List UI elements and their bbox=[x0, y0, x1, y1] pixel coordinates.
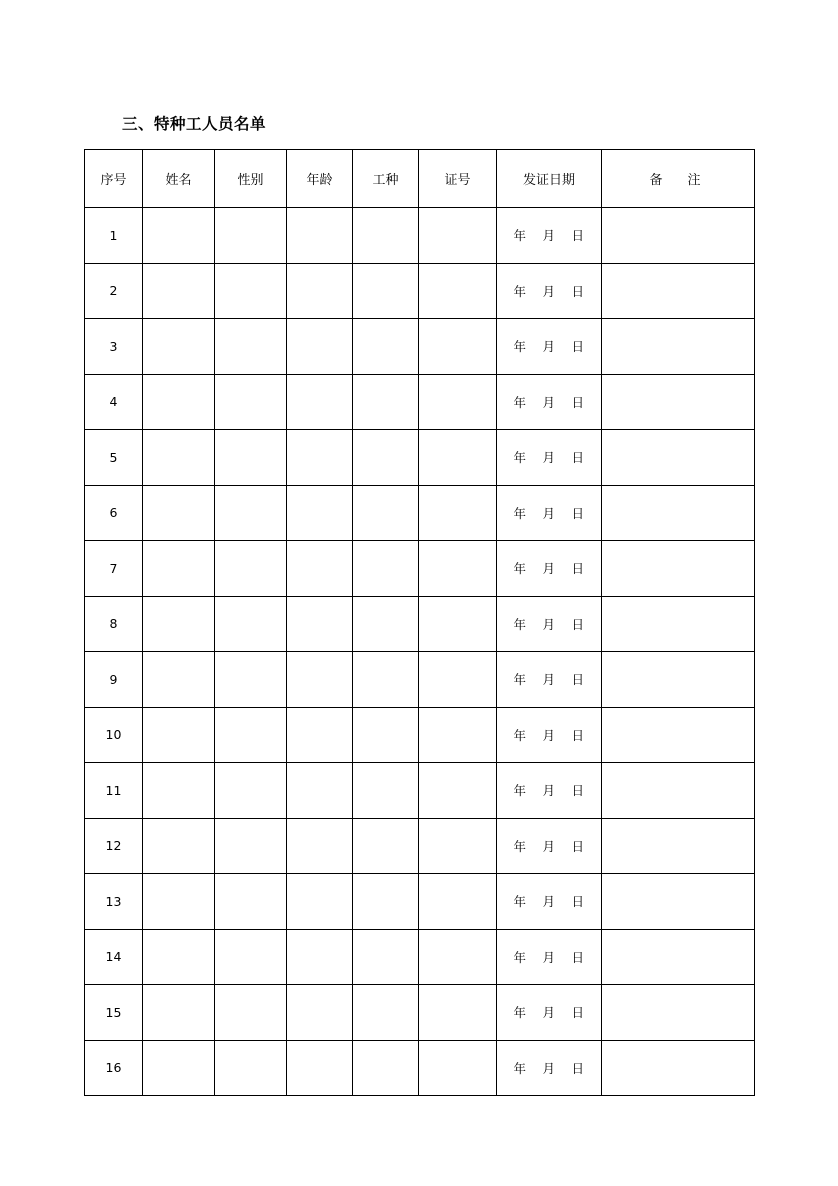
page-title: 三、特种工人员名单 bbox=[122, 115, 267, 133]
date-year-label: 年 bbox=[513, 838, 527, 854]
date-year-label: 年 bbox=[513, 616, 527, 632]
cell-issue-date[interactable] bbox=[497, 541, 602, 597]
cell-cert-no[interactable] bbox=[419, 874, 497, 930]
cell-no[interactable]: 4 bbox=[85, 374, 143, 430]
cell-note[interactable] bbox=[602, 985, 755, 1041]
date-month-label: 月 bbox=[542, 672, 556, 688]
cell-name[interactable] bbox=[143, 319, 215, 375]
date-day-label: 日 bbox=[571, 283, 585, 299]
date-day-label: 日 bbox=[571, 672, 585, 688]
date-month-label: 月 bbox=[542, 450, 556, 466]
date-day-label: 日 bbox=[571, 783, 585, 799]
special-workers-roster bbox=[84, 149, 754, 1096]
date-year-label: 年 bbox=[513, 727, 527, 743]
cell-issue-date[interactable] bbox=[497, 430, 602, 486]
cell-age[interactable] bbox=[287, 596, 353, 652]
date-month-label: 月 bbox=[542, 783, 556, 799]
date-year-label: 年 bbox=[513, 894, 527, 910]
cell-work-type[interactable] bbox=[353, 263, 419, 319]
cell-work-type[interactable] bbox=[353, 430, 419, 486]
cell-work-type[interactable] bbox=[353, 874, 419, 930]
cell-issue-date[interactable] bbox=[497, 485, 602, 541]
cell-note[interactable] bbox=[602, 208, 755, 264]
table-header bbox=[85, 150, 755, 208]
cell-no[interactable]: 15 bbox=[85, 985, 143, 1041]
date-month-label: 月 bbox=[542, 1060, 556, 1076]
cell-no[interactable]: 7 bbox=[85, 541, 143, 597]
cell-sex[interactable] bbox=[215, 319, 287, 375]
cell-sex[interactable] bbox=[215, 1040, 287, 1096]
cell-name[interactable] bbox=[143, 596, 215, 652]
date-year-label: 年 bbox=[513, 783, 527, 799]
cell-age[interactable] bbox=[287, 485, 353, 541]
table-row bbox=[85, 541, 755, 597]
cell-issue-date[interactable] bbox=[497, 374, 602, 430]
cell-age[interactable] bbox=[287, 1040, 353, 1096]
cell-work-type[interactable] bbox=[353, 208, 419, 264]
date-day-label: 日 bbox=[571, 450, 585, 466]
cell-no[interactable]: 10 bbox=[85, 707, 143, 763]
cell-sex[interactable] bbox=[215, 763, 287, 819]
cell-name[interactable] bbox=[143, 818, 215, 874]
date-month-label: 月 bbox=[542, 1005, 556, 1021]
cell-age[interactable] bbox=[287, 263, 353, 319]
cell-work-type[interactable] bbox=[353, 763, 419, 819]
cell-name[interactable] bbox=[143, 263, 215, 319]
table-row bbox=[85, 1040, 755, 1096]
cell-age[interactable] bbox=[287, 430, 353, 486]
cell-name[interactable] bbox=[143, 541, 215, 597]
date-month-label: 月 bbox=[542, 283, 556, 299]
date-year-label: 年 bbox=[513, 672, 527, 688]
date-month-label: 月 bbox=[542, 838, 556, 854]
date-day-label: 日 bbox=[571, 1060, 585, 1076]
cell-issue-date[interactable] bbox=[497, 818, 602, 874]
cell-name[interactable] bbox=[143, 374, 215, 430]
cell-note[interactable] bbox=[602, 374, 755, 430]
date-day-label: 日 bbox=[571, 228, 585, 244]
cell-no[interactable]: 9 bbox=[85, 652, 143, 708]
cell-note[interactable] bbox=[602, 874, 755, 930]
cell-issue-date[interactable] bbox=[497, 1040, 602, 1096]
cell-note[interactable] bbox=[602, 263, 755, 319]
table-row bbox=[85, 985, 755, 1041]
date-day-label: 日 bbox=[571, 505, 585, 521]
cell-work-type[interactable] bbox=[353, 485, 419, 541]
cell-cert-no[interactable] bbox=[419, 818, 497, 874]
cell-note[interactable] bbox=[602, 596, 755, 652]
cell-issue-date[interactable] bbox=[497, 763, 602, 819]
cell-sex[interactable] bbox=[215, 929, 287, 985]
date-day-label: 日 bbox=[571, 339, 585, 355]
date-year-label: 年 bbox=[513, 339, 527, 355]
header-cell-age: 年龄 bbox=[287, 150, 353, 208]
cell-sex[interactable] bbox=[215, 374, 287, 430]
date-month-label: 月 bbox=[542, 894, 556, 910]
cell-name[interactable] bbox=[143, 874, 215, 930]
cell-age[interactable] bbox=[287, 985, 353, 1041]
date-year-label: 年 bbox=[513, 394, 527, 410]
date-month-label: 月 bbox=[542, 616, 556, 632]
date-month-label: 月 bbox=[542, 228, 556, 244]
table-row bbox=[85, 263, 755, 319]
table-row bbox=[85, 818, 755, 874]
cell-cert-no[interactable] bbox=[419, 374, 497, 430]
cell-age[interactable] bbox=[287, 874, 353, 930]
cell-cert-no[interactable] bbox=[419, 485, 497, 541]
cell-sex[interactable] bbox=[215, 208, 287, 264]
cell-no[interactable]: 12 bbox=[85, 818, 143, 874]
date-day-label: 日 bbox=[571, 616, 585, 632]
cell-age[interactable] bbox=[287, 319, 353, 375]
header-cell-work-type: 工种 bbox=[353, 150, 419, 208]
date-month-label: 月 bbox=[542, 394, 556, 410]
cell-sex[interactable] bbox=[215, 485, 287, 541]
table-row bbox=[85, 596, 755, 652]
cell-sex[interactable] bbox=[215, 652, 287, 708]
cell-name[interactable] bbox=[143, 208, 215, 264]
cell-no[interactable]: 1 bbox=[85, 208, 143, 264]
date-year-label: 年 bbox=[513, 450, 527, 466]
cell-sex[interactable] bbox=[215, 985, 287, 1041]
cell-age[interactable] bbox=[287, 541, 353, 597]
cell-work-type[interactable] bbox=[353, 707, 419, 763]
cell-note[interactable] bbox=[602, 763, 755, 819]
cell-cert-no[interactable] bbox=[419, 208, 497, 264]
header-cell-issue-date: 发证日期 bbox=[497, 150, 602, 208]
cell-work-type[interactable] bbox=[353, 541, 419, 597]
table-row bbox=[85, 319, 755, 375]
cell-cert-no[interactable] bbox=[419, 929, 497, 985]
table-row bbox=[85, 763, 755, 819]
date-day-label: 日 bbox=[571, 1005, 585, 1021]
cell-age[interactable] bbox=[287, 652, 353, 708]
cell-no[interactable]: 6 bbox=[85, 485, 143, 541]
cell-cert-no[interactable] bbox=[419, 1040, 497, 1096]
cell-cert-no[interactable] bbox=[419, 596, 497, 652]
cell-sex[interactable] bbox=[215, 596, 287, 652]
cell-work-type[interactable] bbox=[353, 652, 419, 708]
cell-work-type[interactable] bbox=[353, 1040, 419, 1096]
table-body bbox=[85, 208, 755, 1096]
cell-issue-date[interactable] bbox=[497, 208, 602, 264]
date-month-label: 月 bbox=[542, 339, 556, 355]
cell-issue-date[interactable] bbox=[497, 985, 602, 1041]
date-year-label: 年 bbox=[513, 1005, 527, 1021]
cell-sex[interactable] bbox=[215, 707, 287, 763]
header-cell-note: 备 注 bbox=[602, 150, 755, 208]
cell-age[interactable] bbox=[287, 763, 353, 819]
header-cell-cert-no: 证号 bbox=[419, 150, 497, 208]
date-month-label: 月 bbox=[542, 727, 556, 743]
table-row bbox=[85, 874, 755, 930]
cell-age[interactable] bbox=[287, 374, 353, 430]
cell-name[interactable] bbox=[143, 1040, 215, 1096]
table-row bbox=[85, 485, 755, 541]
cell-sex[interactable] bbox=[215, 818, 287, 874]
table-row bbox=[85, 208, 755, 264]
roster-table bbox=[84, 149, 755, 1096]
cell-work-type[interactable] bbox=[353, 929, 419, 985]
cell-no[interactable]: 3 bbox=[85, 319, 143, 375]
date-month-label: 月 bbox=[542, 561, 556, 577]
cell-work-type[interactable] bbox=[353, 374, 419, 430]
cell-cert-no[interactable] bbox=[419, 319, 497, 375]
cell-name[interactable] bbox=[143, 985, 215, 1041]
cell-work-type[interactable] bbox=[353, 985, 419, 1041]
cell-cert-no[interactable] bbox=[419, 707, 497, 763]
cell-issue-date[interactable] bbox=[497, 263, 602, 319]
cell-no[interactable]: 16 bbox=[85, 1040, 143, 1096]
cell-note[interactable] bbox=[602, 652, 755, 708]
date-day-label: 日 bbox=[571, 394, 585, 410]
cell-issue-date[interactable] bbox=[497, 652, 602, 708]
table-row bbox=[85, 929, 755, 985]
date-day-label: 日 bbox=[571, 838, 585, 854]
cell-issue-date[interactable] bbox=[497, 874, 602, 930]
cell-sex[interactable] bbox=[215, 430, 287, 486]
header-cell-sex: 性别 bbox=[215, 150, 287, 208]
date-day-label: 日 bbox=[571, 727, 585, 743]
cell-note[interactable] bbox=[602, 929, 755, 985]
cell-cert-no[interactable] bbox=[419, 985, 497, 1041]
cell-age[interactable] bbox=[287, 707, 353, 763]
cell-cert-no[interactable] bbox=[419, 263, 497, 319]
cell-issue-date[interactable] bbox=[497, 319, 602, 375]
cell-no[interactable]: 11 bbox=[85, 763, 143, 819]
date-year-label: 年 bbox=[513, 505, 527, 521]
cell-age[interactable] bbox=[287, 208, 353, 264]
cell-issue-date[interactable] bbox=[497, 596, 602, 652]
cell-sex[interactable] bbox=[215, 874, 287, 930]
date-year-label: 年 bbox=[513, 283, 527, 299]
date-day-label: 日 bbox=[571, 894, 585, 910]
date-day-label: 日 bbox=[571, 561, 585, 577]
cell-name[interactable] bbox=[143, 652, 215, 708]
cell-note[interactable] bbox=[602, 430, 755, 486]
table-row bbox=[85, 430, 755, 486]
header-cell-name: 姓名 bbox=[143, 150, 215, 208]
cell-name[interactable] bbox=[143, 430, 215, 486]
cell-work-type[interactable] bbox=[353, 818, 419, 874]
date-month-label: 月 bbox=[542, 505, 556, 521]
header-row bbox=[85, 150, 755, 208]
cell-no[interactable]: 14 bbox=[85, 929, 143, 985]
table-row bbox=[85, 374, 755, 430]
cell-no[interactable]: 8 bbox=[85, 596, 143, 652]
cell-no[interactable]: 13 bbox=[85, 874, 143, 930]
cell-note[interactable] bbox=[602, 707, 755, 763]
date-year-label: 年 bbox=[513, 1060, 527, 1076]
cell-no[interactable]: 5 bbox=[85, 430, 143, 486]
cell-note[interactable] bbox=[602, 485, 755, 541]
date-year-label: 年 bbox=[513, 228, 527, 244]
cell-note[interactable] bbox=[602, 319, 755, 375]
cell-name[interactable] bbox=[143, 763, 215, 819]
cell-cert-no[interactable] bbox=[419, 652, 497, 708]
cell-name[interactable] bbox=[143, 929, 215, 985]
date-year-label: 年 bbox=[513, 561, 527, 577]
cell-cert-no[interactable] bbox=[419, 430, 497, 486]
table-row bbox=[85, 652, 755, 708]
cell-sex[interactable] bbox=[215, 541, 287, 597]
cell-age[interactable] bbox=[287, 929, 353, 985]
cell-work-type[interactable] bbox=[353, 596, 419, 652]
cell-name[interactable] bbox=[143, 485, 215, 541]
cell-cert-no[interactable] bbox=[419, 763, 497, 819]
date-day-label: 日 bbox=[571, 949, 585, 965]
cell-age[interactable] bbox=[287, 818, 353, 874]
cell-no[interactable]: 2 bbox=[85, 263, 143, 319]
cell-note[interactable] bbox=[602, 1040, 755, 1096]
cell-sex[interactable] bbox=[215, 263, 287, 319]
cell-note[interactable] bbox=[602, 818, 755, 874]
cell-name[interactable] bbox=[143, 707, 215, 763]
cell-issue-date[interactable] bbox=[497, 707, 602, 763]
cell-note[interactable] bbox=[602, 541, 755, 597]
cell-issue-date[interactable] bbox=[497, 929, 602, 985]
cell-work-type[interactable] bbox=[353, 319, 419, 375]
header-cell-no: 序号 bbox=[85, 150, 143, 208]
date-month-label: 月 bbox=[542, 949, 556, 965]
table-row bbox=[85, 707, 755, 763]
date-year-label: 年 bbox=[513, 949, 527, 965]
cell-cert-no[interactable] bbox=[419, 541, 497, 597]
